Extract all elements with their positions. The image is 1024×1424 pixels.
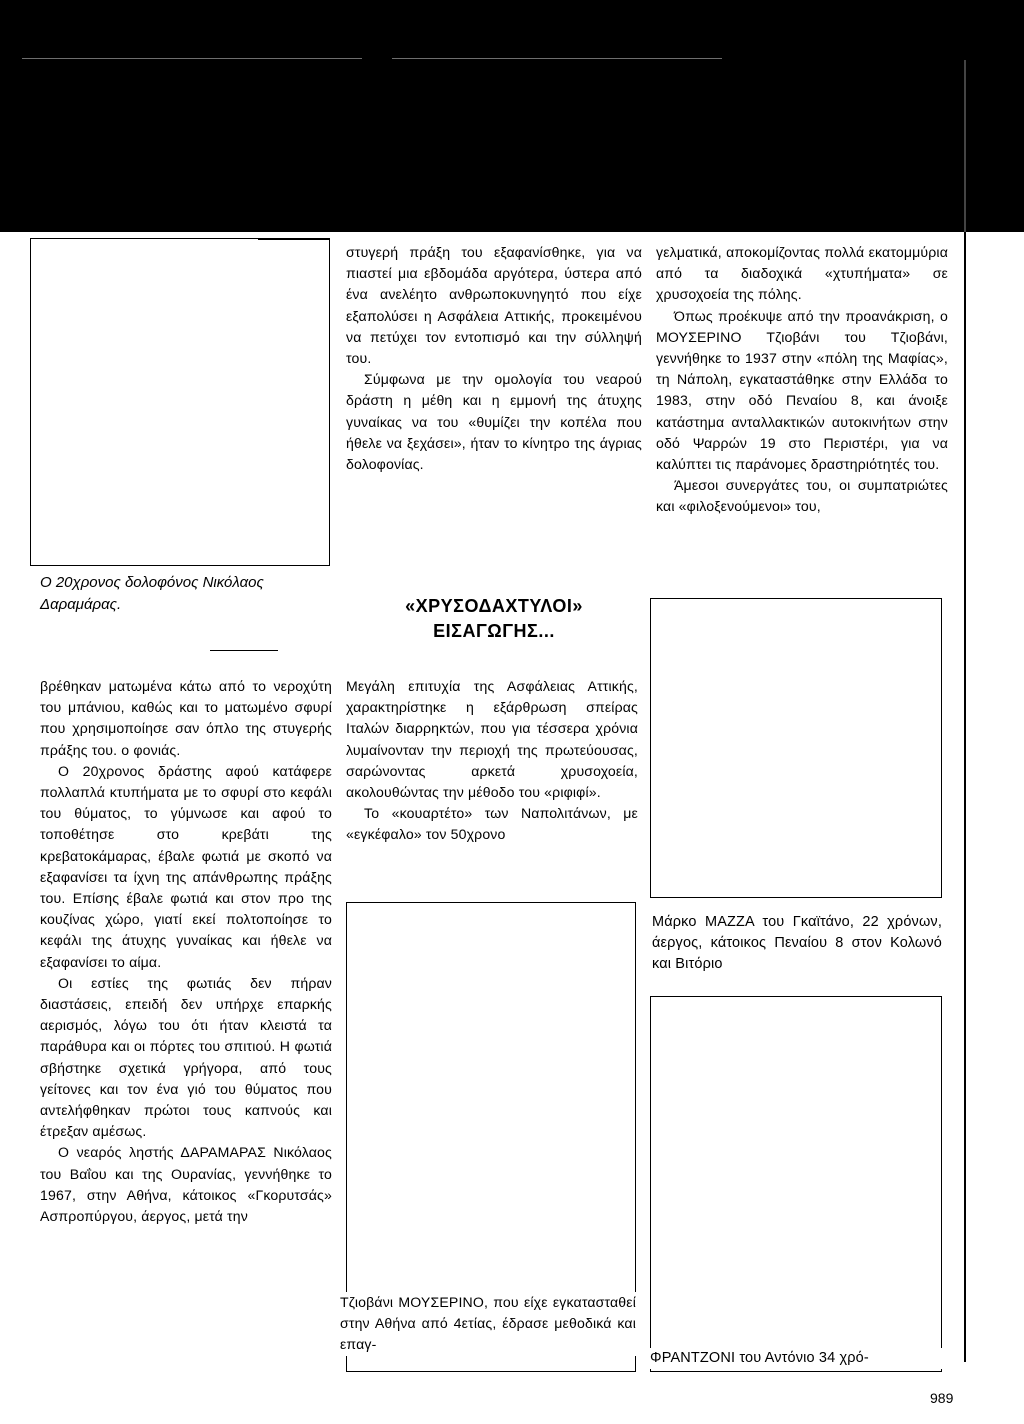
paragraph: βρέθηκαν ματωμένα κάτω από το νεροχύτη του μπάνιου, καθώς και το ματωμένο σφυρί που χρησιμοποίησε σαν όπλο της στυγερής πράξης του. ο φονιάς. xyxy=(40,678,332,758)
paragraph: Οι εστίες της φωτιάς δεν πήραν διαστάσεις, επειδή δεν υπήρχε επαρκής αερισμός, λόγω του ότι ήταν κλειστά τα παράθυρα και οι πόρτες του σπιτιού. Η φωτιά σβήστηκε σχετικά γρήγορα, από τους γείτονες και τον ένα γιό του θύματος που αντελήφθηκαν πρώτοι τους καπνούς και έτρεξαν αμέσως. xyxy=(40,974,332,1140)
paragraph: Το «κουαρτέτο» των Ναπολιτάνων, με «εγκέφαλο» τον 50χρονο xyxy=(346,805,638,843)
paragraph: Άμεσοι συνεργάτες του, οι συμπατριώτες και «φιλοξενούμενοι» του, xyxy=(656,477,948,515)
article-column-left-bottom xyxy=(40,676,332,1227)
photo-frantzoni xyxy=(650,996,942,1372)
page-edge-rule xyxy=(964,232,966,1362)
paragraph: γελματικά, αποκομίζοντας πολλά εκατομμύρια από τα διαδοχικά «χτυπήματα» σε χρυσοχοεία της πόλης. xyxy=(656,244,948,303)
caption-text: ΦΡΑΝΤΖΟΝΙ του Αντόνιο 34 χρό- xyxy=(650,1350,869,1366)
photo-accomplice-mazza xyxy=(650,598,942,898)
article-column-middle-bottom xyxy=(346,676,638,846)
page-number: 989 xyxy=(930,1390,954,1406)
header-edge-rule xyxy=(964,60,966,232)
paragraph: Όπως προέκυψε από την προανάκριση, ο ΜΟΥΣΕΡΙΝΟ Τζιοβάνι του Τζιοβάνι, γεννήθηκε το 1937 στην «πόλη της Μαφίας», τη Νάπολη, εγκαταστάθηκε στην Ελλάδα το 1983, στην οδό Πεναίου 8, και άνοιξε κατάστημα ανταλλακτικών αυτοκινήτων στην οδό Ψαρρών 19 στο Περιστέρι, για να καλύπτει τις παράνομες δραστηριότητές του. xyxy=(656,307,948,473)
caption-rule xyxy=(210,650,278,651)
section-heading-line2: ΕΙΣΑΓΩΓΗΣ... xyxy=(433,621,555,641)
photo-suspect xyxy=(30,238,330,566)
section-heading-line1: «ΧΡΥΣΟΔΑΧΤΥΛΟΙ» xyxy=(405,596,583,616)
paragraph: Μεγάλη επιτυχία της Ασφάλειας Αττικής, χαρακτηρίστηκε η εξάρθρωση σπείρας Ιταλών διαρρηκτών, που για τέσσερα χρόνια λυμαίνονταν την περιοχή της πρωτεύουσας, σαρώνοντας αρκετά χρυσοχοεία, ακολουθώντας την μέθοδο του «ριφιφί». xyxy=(346,678,638,801)
paragraph: Σύμφωνα με την ομολογία του νεαρού δράστη η μέθη και η εμμονή της άτυχης γυναίκας να του «θυμίζει την κοπέλα που ήθελε να ξεχάσει», ήταν το κίνητρο της άγριας δολοφονίας. xyxy=(346,371,642,473)
paragraph: Ο 20χρονος δράστης αφού κατάφερε πολλαπλά κτυπήματα με το σφυρί στο κεφάλι του θύματος, το γύμνωσε και αφού το τοποθέτησε στο κρεβάτι της κρεβατοκάμαρας, έβαλε φωτιά με σκοπό να εξαφανίσει τα ίχνη της απάνθρωπης πράξης του. Επίσης έβαλε φωτιά και στον προ της κουζίνας χώρο, γιατί εκεί πολτοποίησε το κεφάλι της άτυχης γυναίκας και ήθελε να εξαφανίσει το αίμα. xyxy=(40,762,332,970)
paragraph: Ο νεαρός ληστής ΔΑΡΑΜΑΡΑΣ Νικόλαος του Βαΐου και της Ουρανίας, γεννήθηκε το 1967, στην Αθήνα, κάτοικος «Γκορυτσάς» Ασπροπύργου, άεργος, μετά την xyxy=(40,1144,332,1225)
header-rule-right xyxy=(392,58,722,59)
photo-suspect-top-edge xyxy=(258,238,330,240)
photo-frantzoni-caption xyxy=(650,1348,946,1369)
photo-accomplice-mazza-caption xyxy=(652,912,942,976)
caption-text: Μάρκο MAZZA του Γκαϊτάνο, 22 χρόνων, άεργος, κάτοικος Πεναίου 8 στον Κολωνό και Βιτόριο xyxy=(652,914,942,973)
section-heading xyxy=(346,594,642,644)
caption-text: Τζιοβάνι ΜΟΥΣΕΡΙΝΟ, που είχε εγκατασταθεί στην Αθήνα από 4ετίας, έδρασε μεθοδικά και επαγ- xyxy=(340,1294,636,1353)
photo-mouserino-caption xyxy=(340,1292,636,1356)
article-column-right-top xyxy=(656,242,948,518)
header-rule-left xyxy=(22,58,362,59)
header-dark-band xyxy=(0,0,1024,232)
photo-suspect-caption: Ο 20χρονος δολοφόνος Νικόλαος Δαραμάρας. xyxy=(40,574,264,613)
article-column-middle-top xyxy=(346,242,642,475)
paragraph: στυγερή πράξη του εξαφανίσθηκε, για να πιαστεί μια εβδομάδα αργότερα, ύστερα από ένα ανελέητο ανθρωποκυνηγητό που είχε εξαπολύσει η Ασφάλεια Αττικής, προκειμένου να πετύχει τον εντοπισμό και την σύλληψή του. xyxy=(346,244,642,367)
